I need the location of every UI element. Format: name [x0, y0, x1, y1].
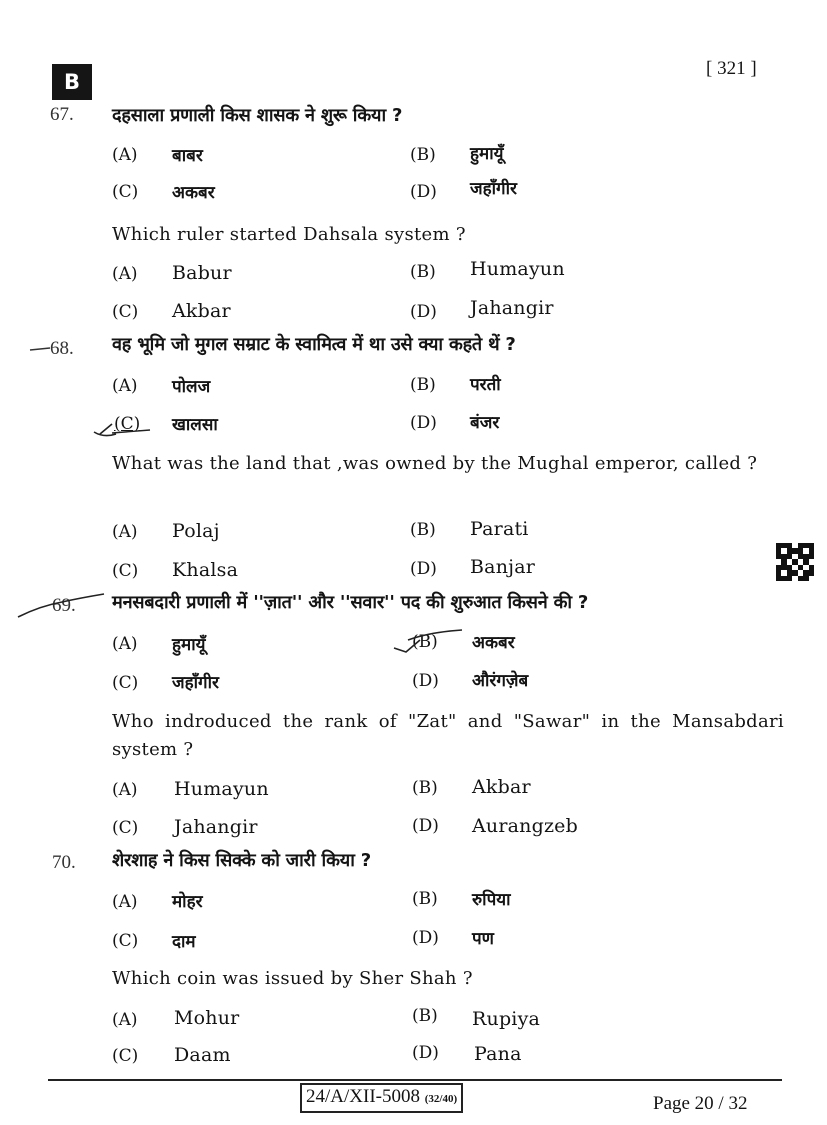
option-label: (D)	[412, 1043, 439, 1063]
pen-tick-q68c	[94, 424, 116, 436]
paper-code-suffix: (32/40)	[424, 1093, 458, 1105]
option-label: (B)	[412, 1006, 438, 1026]
question-number: 68.	[50, 338, 74, 359]
option-text-english: Khalsa	[172, 559, 239, 581]
option-text-english: Akbar	[172, 300, 231, 322]
option-text-hindi: परती	[470, 375, 501, 395]
option-text-english: Polaj	[172, 520, 220, 542]
option-label: (B)	[412, 778, 438, 798]
option-text-hindi: जहाँगीर	[470, 179, 517, 199]
option-text-hindi: बंजर	[470, 413, 500, 433]
option-text-hindi: पोलज	[172, 377, 211, 397]
question-text-english: What was the land that ,was owned by the Mughal emperor, called ?	[112, 453, 758, 474]
option-label: (D)	[412, 671, 439, 691]
option-text-hindi: बाबर	[172, 146, 203, 166]
option-label: (A)	[112, 376, 138, 396]
option-label: (B)	[410, 520, 436, 540]
option-text-english: Jahangir	[174, 816, 258, 838]
option-text-english: Humayun	[470, 258, 565, 280]
option-text-english: Jahangir	[470, 297, 554, 319]
question-text-english: Which coin was issued by Sher Shah ?	[112, 968, 473, 989]
section-badge: B	[52, 64, 92, 100]
option-label: (C)	[112, 1046, 139, 1066]
paper-code	[300, 1083, 463, 1113]
option-label: (D)	[410, 302, 437, 322]
question-number: 70.	[52, 852, 76, 873]
option-text-hindi: औरंगज़ेब	[472, 671, 529, 691]
option-label: (C)	[112, 302, 139, 322]
question-number: 67.	[50, 104, 74, 125]
option-text-english: Humayun	[174, 778, 269, 800]
option-label: (C)	[112, 561, 139, 581]
paper-code-main: 24/A/XII-5008	[306, 1086, 420, 1107]
option-label: (A)	[112, 264, 138, 284]
question-text-hindi: दहसाला प्रणाली किस शासक ने शुरू किया ?	[112, 105, 403, 126]
option-label: (A)	[112, 145, 138, 165]
page-number: Page 20 / 32	[653, 1093, 748, 1114]
option-text-hindi: हुमायूँ	[470, 144, 504, 164]
option-text-hindi: मोहर	[172, 892, 203, 912]
option-label: (D)	[412, 816, 439, 836]
pen-dash-q68	[30, 348, 50, 350]
question-text-hindi: वह भूमि जो मुगल सम्राट के स्वामित्व में था उसे क्या कहते थें ?	[112, 334, 516, 355]
option-text-english: Rupiya	[472, 1008, 541, 1030]
option-label: (A)	[112, 634, 138, 654]
question-number: 69.	[52, 595, 76, 616]
option-label: (A)	[112, 780, 138, 800]
option-text-english: Aurangzeb	[472, 815, 578, 837]
option-label-marked: (B)	[412, 632, 438, 652]
option-label: (B)	[410, 375, 436, 395]
option-text-hindi: दाम	[172, 932, 196, 952]
footer-rule	[48, 1079, 782, 1081]
option-text-english: Pana	[474, 1043, 522, 1065]
question-text-english: Who indroduced the rank of "Zat" and "Sawar" in the Mansabdari system ?	[112, 711, 784, 760]
option-text-hindi: हुमायूँ	[172, 635, 206, 655]
question-text-english: Which ruler started Dahsala system ?	[112, 224, 466, 245]
question-text-hindi: मनसबदारी प्रणाली में ''ज़ात'' और ''सवार'' पद की शुरुआत किसने की ?	[112, 592, 589, 613]
option-text-hindi: अकबर	[472, 633, 515, 653]
option-label: (B)	[410, 262, 436, 282]
option-label-marked: (C)	[114, 414, 141, 434]
option-label: (C)	[112, 673, 139, 693]
option-label: (C)	[112, 931, 139, 951]
option-label: (D)	[410, 182, 437, 202]
option-text-english: Banjar	[470, 556, 536, 578]
option-label: (B)	[412, 889, 438, 909]
option-text-english: Babur	[172, 262, 232, 284]
option-text-hindi: पण	[472, 929, 494, 949]
option-label: (D)	[410, 559, 437, 579]
option-label: (A)	[112, 522, 138, 542]
option-label: (A)	[112, 1010, 138, 1030]
option-text-hindi: अकबर	[172, 183, 215, 203]
question-text-hindi: शेरशाह ने किस सिक्के को जारी किया ?	[112, 850, 371, 871]
option-label: (B)	[410, 145, 436, 165]
option-text-english: Akbar	[472, 776, 531, 798]
option-label: (A)	[112, 892, 138, 912]
option-label: (D)	[410, 413, 437, 433]
option-text-hindi: खालसा	[172, 415, 218, 435]
option-text-hindi: रुपिया	[472, 890, 511, 910]
option-text-english: Parati	[470, 518, 529, 540]
option-label: (C)	[112, 182, 139, 202]
option-text-english: Daam	[174, 1044, 231, 1066]
qr-code-icon	[776, 543, 814, 581]
page-code: [ 321 ]	[706, 58, 757, 79]
option-text-english: Mohur	[174, 1007, 240, 1029]
option-label: (C)	[112, 818, 139, 838]
option-label: (D)	[412, 928, 439, 948]
option-text-hindi: जहाँगीर	[172, 673, 219, 693]
